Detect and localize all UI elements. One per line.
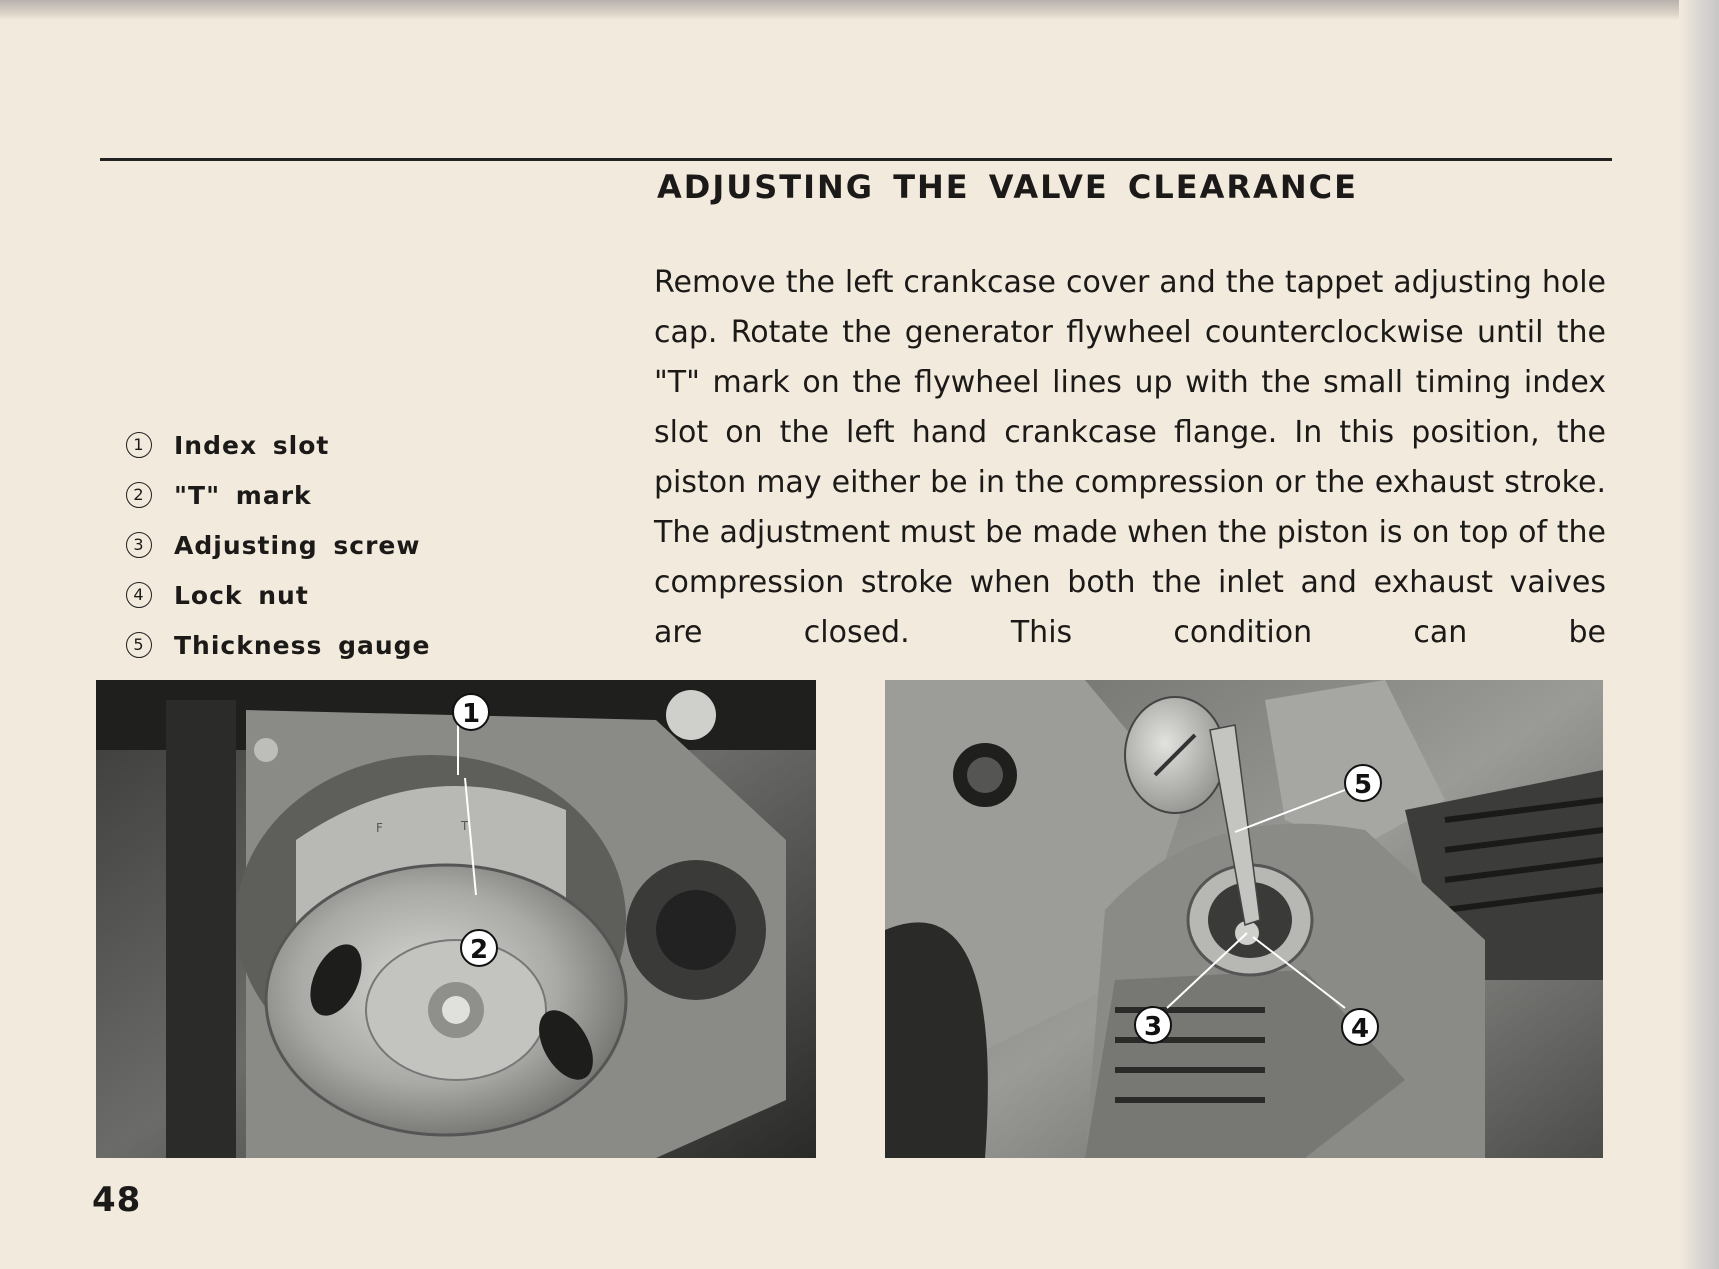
header-rule <box>100 158 1612 161</box>
callout-3 <box>1135 1007 1171 1043</box>
legend-item <box>126 620 431 670</box>
svg-text:5: 5 <box>1353 770 1373 800</box>
svg-text:3: 3 <box>1143 1012 1163 1042</box>
t-mark-label: T <box>461 819 469 833</box>
body-line: exhaust stroke. The adjustment must be made when the <box>654 465 1606 550</box>
body-line: position, the piston may either be in the compression or the <box>654 415 1606 500</box>
page-number: 48 <box>92 1180 142 1220</box>
legend-number: 4 <box>126 582 152 608</box>
legend-item <box>126 470 431 520</box>
legend-item <box>126 570 431 620</box>
scan-edge-right <box>1679 0 1719 1269</box>
legend-number: 5 <box>126 632 152 658</box>
callout-5 <box>1345 765 1381 801</box>
body-line: inlet and exhaust vaives are closed. This condition can be <box>654 565 1606 650</box>
callout-4 <box>1342 1009 1378 1045</box>
legend-label: Index slot <box>174 430 330 460</box>
svg-text:4: 4 <box>1350 1014 1370 1044</box>
legend-label: "T" mark <box>174 480 312 510</box>
parts-legend <box>126 420 431 670</box>
section-heading: ADJUSTING THE VALVE CLEARANCE <box>657 168 1358 206</box>
callout-1 <box>453 694 489 730</box>
body-line: until the "T" mark on the flywheel lines up with the small <box>654 315 1606 400</box>
legend-label: Thickness gauge <box>174 630 431 660</box>
valve-adjust-photo <box>885 680 1603 1158</box>
legend-label: Lock nut <box>174 580 309 610</box>
body-line: hole cap. Rotate the generator flywheel counterclockwise <box>654 265 1606 350</box>
svg-text:1: 1 <box>461 699 481 729</box>
legend-number: 1 <box>126 432 152 458</box>
legend-item <box>126 420 431 470</box>
legend-item <box>126 520 431 570</box>
legend-label: Adjusting screw <box>174 530 421 560</box>
callout-2 <box>461 930 497 966</box>
body-line: piston is on top of the compression stroke when both the <box>654 515 1606 600</box>
legend-number: 2 <box>126 482 152 508</box>
body-paragraph <box>654 258 1606 658</box>
f-mark-label: F <box>376 821 383 835</box>
svg-text:2: 2 <box>469 935 489 965</box>
scan-edge-top <box>0 0 1719 20</box>
flywheel-photo <box>96 680 816 1158</box>
legend-number: 3 <box>126 532 152 558</box>
body-line: Remove the left crankcase cover and the tappet adjusting <box>654 265 1532 300</box>
valve-adjust-illustration <box>885 680 1603 1158</box>
flywheel-illustration <box>96 680 816 1158</box>
body-line: timing index slot on the left hand crankcase flange. In this <box>654 365 1607 450</box>
